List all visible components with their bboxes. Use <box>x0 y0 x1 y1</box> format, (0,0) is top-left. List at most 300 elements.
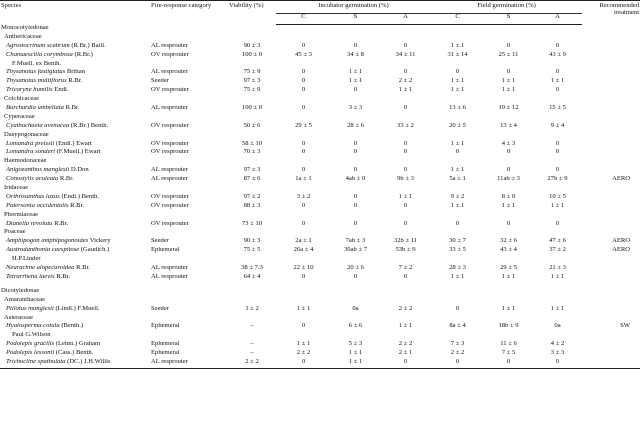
fire-response-cell: AL resprouter <box>150 359 228 368</box>
incubator-s-cell: 1 ± 1 <box>331 359 380 368</box>
header-field: Field germination (%) <box>431 1 582 14</box>
fire-response-cell: AL resprouter <box>151 273 188 280</box>
incubator-c-cell: 0 <box>301 220 306 227</box>
species-authority: (Gaudich.) <box>79 247 110 254</box>
treatment-cell: AERO <box>612 247 631 254</box>
fire-response-cell: AL resprouter <box>151 167 188 174</box>
header-sub-c1: C <box>276 14 331 25</box>
species-authority-continued <box>0 61 640 70</box>
species-cell <box>0 43 150 52</box>
field-s-cell: 0 <box>506 220 511 227</box>
viability-cell: 73 ± 10 <box>241 220 263 227</box>
table-row <box>0 78 640 87</box>
field-c-cell: 13 ± 6 <box>449 105 466 112</box>
field-a-cell: 0 <box>555 149 560 156</box>
incubator-c-cell: 2 ± 2 <box>296 350 311 357</box>
family-label: Colchicaceae <box>4 96 40 103</box>
species-cell <box>0 69 150 78</box>
fire-response-cell: Seeder <box>151 78 169 85</box>
field-a-cell: 9 ± 4 <box>550 122 565 129</box>
incubator-a-cell: 2 ± 2 <box>398 305 413 312</box>
fire-response-cell: Ephemeral <box>151 247 180 254</box>
species-name: Amphipogon amphipogonoides <box>6 238 89 245</box>
family-label: Iridaceae <box>4 185 29 192</box>
field-a-cell: 0 <box>555 69 560 76</box>
species-authority: (Lindl.) F.Muell. <box>53 305 100 312</box>
incubator-c-cell: 45 ± 3 <box>295 51 312 58</box>
header-incubator: Incubator germination (%) <box>276 1 431 14</box>
table-row <box>0 176 640 185</box>
treatment-cell <box>582 350 640 359</box>
incubator-a-cell: 0 <box>403 149 408 156</box>
field-s-cell: 1 ± 1 <box>501 202 516 209</box>
species-cell <box>0 306 150 315</box>
species-name: Cyathochaeta avenacea <box>6 122 70 129</box>
treatment-cell <box>582 141 640 150</box>
fire-response-cell: Seeder <box>151 305 169 312</box>
species-name: Hyalosperma cotula <box>6 323 60 330</box>
incubator-a-cell: 33 ± 2 <box>397 122 414 129</box>
header-viability: Viability (%) <box>228 1 276 25</box>
field-s-cell: 11 ± 6 <box>500 341 517 348</box>
incubator-s-cell: 0 <box>353 167 358 174</box>
fire-response-cell: Ephemeral <box>151 350 180 357</box>
table-row <box>0 274 640 283</box>
incubator-c-cell: 0 <box>301 167 306 174</box>
table-row <box>0 350 640 359</box>
incubator-c-cell: 0 <box>301 149 306 156</box>
field-s-cell: 29 ± 5 <box>500 265 517 272</box>
table-row <box>0 247 640 256</box>
field-a-cell: 1 ± 1 <box>550 202 565 209</box>
field-s-cell: 7 ± 5 <box>501 350 516 357</box>
viability-cell: 50 ± 6 <box>243 122 261 129</box>
treatment-cell <box>582 43 640 52</box>
treatment-cell <box>582 105 640 114</box>
viability-cell: 64 ± 4 <box>243 273 261 280</box>
treatment-cell <box>582 306 640 315</box>
species-authority-cont: F.Muell. ex Benth. <box>12 60 62 67</box>
fire-response-cell: OV resprouter <box>151 149 189 156</box>
incubator-a-cell: 0 <box>403 273 408 280</box>
incubator-c-cell: 29 ± 5 <box>295 122 312 129</box>
viability-cell: 75 ± 9 <box>243 69 261 76</box>
incubator-c-cell: 0 <box>301 69 306 76</box>
field-c-cell: 8a ± 4 <box>449 323 466 330</box>
treatment-cell <box>582 274 640 283</box>
family-row <box>0 34 640 43</box>
species-name: Austrodanthonia caespitose <box>6 247 80 254</box>
species-cell <box>0 247 150 256</box>
incubator-c-cell: 3 ± 2 <box>296 193 311 200</box>
viability-cell: 87 ± 6 <box>243 176 261 183</box>
field-s-cell: 13 ± 4 <box>500 122 517 129</box>
incubator-s-cell: 0 <box>353 220 358 227</box>
field-a-cell: 47 ± 6 <box>549 238 566 245</box>
field-a-cell: 1 ± 1 <box>550 78 565 85</box>
incubator-a-cell: 7 ± 2 <box>398 265 413 272</box>
species-name: Neurachne alopecuroidea <box>6 265 75 272</box>
family-label: Phormiaceae <box>4 211 39 218</box>
incubator-s-cell: 0a <box>352 305 359 312</box>
treatment-cell <box>582 149 640 158</box>
viability-cell: 97 ± 3 <box>243 167 261 174</box>
treatment-cell <box>582 265 640 274</box>
family-label: Poaceae <box>4 229 26 236</box>
fire-response-cell: OV resprouter <box>151 87 189 94</box>
header-species: Species <box>0 1 150 25</box>
species-name: Ptilotus manglesii <box>6 305 54 312</box>
fire-response-cell: OV resprouter <box>151 122 189 129</box>
species-cell <box>0 350 150 359</box>
species-authority: (Lehm.) Graham <box>54 341 101 348</box>
treatment-cell <box>582 221 640 230</box>
field-a-cell: 0a <box>554 323 561 330</box>
fire-response-cell: Ephemeral <box>151 341 180 348</box>
species-cell <box>0 359 150 368</box>
incubator-a-cell: 1 ± 1 <box>398 87 413 94</box>
treatment-cell <box>582 87 640 96</box>
treatment-cell <box>582 78 640 87</box>
incubator-a-cell: 0 <box>403 167 408 174</box>
incubator-a-cell: 0 <box>403 105 408 112</box>
table-row <box>0 141 640 150</box>
species-authority-continued <box>0 332 640 341</box>
viability-cell: 58 ± 10 <box>241 140 263 147</box>
incubator-c-cell: 0 <box>301 323 306 330</box>
species-authority-continued <box>0 256 640 265</box>
species-cell <box>0 123 150 132</box>
incubator-c-cell: 0 <box>301 105 306 112</box>
species-authority: (Cass.) Benth. <box>54 350 94 357</box>
incubator-s-cell: 1 ± 1 <box>348 350 363 357</box>
field-c-cell: 28 ± 3 <box>449 265 466 272</box>
species-authority: (Endl.) Benth. <box>59 193 99 200</box>
incubator-c-cell: 22 ± 10 <box>293 265 314 272</box>
species-authority: Vickery <box>88 238 111 245</box>
field-a-cell: 27b ± 9 <box>547 176 568 183</box>
incubator-a-cell: 1 ± 1 <box>398 323 413 330</box>
field-s-cell: 1 ± 1 <box>501 305 516 312</box>
incubator-a-cell: 0 <box>380 359 431 368</box>
field-c-cell: 20 ± 5 <box>449 122 466 129</box>
incubator-s-cell: 0 <box>353 87 358 94</box>
incubator-a-cell: 0 <box>403 69 408 76</box>
species-cell <box>0 105 150 114</box>
viability-cell: 2 ± 2 <box>228 359 276 368</box>
field-s-cell: 0 <box>506 69 511 76</box>
species-cell <box>0 141 150 150</box>
incubator-c-cell: 0 <box>301 273 306 280</box>
treatment-cell <box>582 52 640 61</box>
incubator-a-cell: 1 ± 1 <box>398 193 413 200</box>
incubator-a-cell: 0 <box>403 42 408 49</box>
incubator-s-cell: 0 <box>353 273 358 280</box>
treatment-cell <box>582 123 640 132</box>
viability-cell: 90 ± 3 <box>243 238 261 245</box>
incubator-s-cell: 0 <box>353 202 358 209</box>
species-authority: D.Don <box>69 167 89 174</box>
field-a-cell: 0 <box>555 87 560 94</box>
field-s-cell: 1 ± 1 <box>501 87 516 94</box>
fire-response-cell: AL resprouter <box>151 265 188 272</box>
header-sub-s2: S <box>484 14 533 25</box>
species-name: Conostylis aculeata <box>6 176 59 183</box>
viability-cell: 100 ± 0 <box>241 105 263 112</box>
incubator-s-cell: 3 ± 3 <box>348 105 363 112</box>
species-cell <box>0 194 150 203</box>
fire-response-cell: AL resprouter <box>151 176 188 183</box>
field-s-cell: 8 ± 0 <box>501 193 516 200</box>
field-c-cell: 1 ± 1 <box>450 202 465 209</box>
incubator-a-cell: 53b ± 9 <box>395 247 416 254</box>
fire-response-cell: OV resprouter <box>151 140 189 147</box>
field-s-cell: 0 <box>506 149 511 156</box>
species-cell <box>0 87 150 96</box>
incubator-c-cell: 0 <box>301 202 306 209</box>
fire-response-cell: OV resprouter <box>151 220 189 227</box>
table-row <box>0 105 640 114</box>
species-authority: R.Br. <box>52 220 69 227</box>
field-s-cell: 0 <box>506 42 511 49</box>
species-cell <box>0 167 150 176</box>
table-row <box>0 265 640 274</box>
family-row <box>0 229 640 238</box>
field-s-cell: 25 ± 11 <box>498 51 519 58</box>
family-row <box>0 114 640 123</box>
incubator-s-cell: 1 ± 1 <box>348 78 363 85</box>
family-label: Dasypogonaceae <box>4 131 49 138</box>
header-fire-response: Fire-response category <box>150 1 228 25</box>
species-authority: (Benth.) <box>59 323 84 330</box>
species-name: Anigozanthos manglesii <box>6 167 70 174</box>
field-s-cell: 18b ± 9 <box>498 323 519 330</box>
incubator-a-cell: 2 ± 2 <box>398 341 413 348</box>
field-a-cell: 4 ± 2 <box>550 341 565 348</box>
header-sub-s1: S <box>331 14 380 25</box>
field-s-cell: 11ab ± 3 <box>497 176 520 183</box>
treatment-cell <box>582 194 640 203</box>
fire-response-cell: Ephemeral <box>151 323 180 330</box>
treatment-cell: AERO <box>612 176 631 183</box>
incubator-a-cell: 32b ± 11 <box>393 238 418 245</box>
species-authority: (F.Muell.) Ewart <box>54 149 101 156</box>
viability-cell: – <box>250 323 254 330</box>
species-authority-cont: Paul G.Wilson <box>12 332 51 339</box>
header-sub-a1: A <box>380 14 431 25</box>
fire-response-cell: AL resprouter <box>151 42 188 49</box>
family-row <box>0 185 640 194</box>
family-label: Cyperaceae <box>4 113 35 120</box>
treatment-cell: AERO <box>612 238 631 245</box>
family-row <box>0 212 640 221</box>
field-a-cell: 1 ± 1 <box>550 305 565 312</box>
species-cell <box>0 52 150 61</box>
field-a-cell: 3 ± 3 <box>550 350 565 357</box>
field-a-cell: 21 ± 3 <box>549 265 566 272</box>
fire-response-cell: Seeder <box>151 238 169 245</box>
table-row <box>0 149 640 158</box>
field-c-cell: 30 ± 7 <box>449 238 466 245</box>
field-a-cell: 0 <box>555 167 560 174</box>
viability-cell: 38 ± 7.3 <box>241 265 263 272</box>
fire-response-cell: OV resprouter <box>151 202 189 209</box>
species-name: Trichocline spathulata <box>6 358 66 365</box>
incubator-c-cell: 1 ± 1 <box>296 305 311 312</box>
field-s-cell: 1 ± 1 <box>501 273 516 280</box>
table-row <box>0 323 640 332</box>
table-row <box>0 194 640 203</box>
species-cell <box>0 341 150 350</box>
incubator-a-cell: 34 ± 11 <box>395 51 416 58</box>
incubator-c-cell: 1 ± 1 <box>296 341 311 348</box>
field-c-cell: 1 ± 1 <box>450 140 465 147</box>
field-c-cell: 5a ± 1 <box>449 176 466 183</box>
species-name: Lomandra sonderi <box>6 149 55 156</box>
species-name: Burchardia umbellata <box>6 105 64 112</box>
species-authority: (R.Br.) Benth. <box>69 122 109 129</box>
species-cell <box>0 238 150 247</box>
incubator-a-cell: 0 <box>403 140 408 147</box>
species-name: Chamaescilla corymbosa <box>6 51 73 58</box>
table-row <box>0 221 640 230</box>
treatment-cell: SW <box>620 323 631 330</box>
species-name: Patersonia occidentalis <box>6 202 69 209</box>
viability-cell: 75 ± 5 <box>243 247 261 254</box>
field-c-cell: 1 ± 1 <box>450 167 465 174</box>
family-row <box>0 132 640 141</box>
incubator-c-cell: 0 <box>276 359 331 368</box>
incubator-s-cell: 0 <box>353 193 358 200</box>
header-sub-c2: C <box>431 14 484 25</box>
species-authority: R.Br. <box>68 202 85 209</box>
field-s-cell: 1 ± 1 <box>501 78 516 85</box>
species-cell <box>0 78 150 87</box>
table-body <box>0 25 640 369</box>
field-a-cell: 0 <box>555 220 560 227</box>
incubator-s-cell: 30ab ± 7 <box>343 247 368 254</box>
field-a-cell: 37 ± 2 <box>549 247 566 254</box>
field-a-cell: 0 <box>555 140 560 147</box>
incubator-s-cell: 20 ± 6 <box>347 265 364 272</box>
incubator-s-cell: 0 <box>353 140 358 147</box>
field-c-cell: 0 <box>455 220 460 227</box>
field-s-cell: 4 ± 3 <box>501 140 516 147</box>
table-row <box>0 203 640 212</box>
table-row <box>0 87 640 96</box>
species-authority: Endl. <box>52 87 69 94</box>
viability-cell: – <box>250 350 254 357</box>
incubator-s-cell: 7ab ± 3 <box>345 238 366 245</box>
incubator-a-cell: 0 <box>403 202 408 209</box>
species-cell <box>0 221 150 230</box>
species-cell <box>0 274 150 283</box>
incubator-a-cell: 2 ± 2 <box>398 78 413 85</box>
field-s-cell: 43 ± 4 <box>500 247 517 254</box>
incubator-a-cell: 9b ± 3 <box>397 176 414 183</box>
incubator-c-cell: 0 <box>301 87 306 94</box>
incubator-a-cell: 2 ± 1 <box>398 350 413 357</box>
field-c-cell: 33 ± 5 <box>449 247 466 254</box>
species-cell <box>0 203 150 212</box>
fire-response-cell: OV resprouter <box>151 51 189 58</box>
field-a-cell: 0 <box>555 42 560 49</box>
table-row <box>0 359 640 368</box>
table-row <box>0 43 640 52</box>
species-name: Dianella revoluta <box>6 220 53 227</box>
species-authority: (Endl.) Ewart <box>54 140 92 147</box>
species-authority: (R.Br.) <box>72 51 93 58</box>
species-authority: R.Br. <box>58 176 74 183</box>
field-c-cell: 7 ± 3 <box>450 341 465 348</box>
family-row <box>0 297 640 306</box>
field-c-cell: 0 <box>455 305 460 312</box>
viability-cell: – <box>250 341 254 348</box>
species-name: Tetrarrhena laevis <box>6 273 55 280</box>
treatment-cell <box>582 341 640 350</box>
species-name: Agrostocrinum scabrum <box>6 42 70 49</box>
species-name: Podolepis lessonii <box>6 350 55 357</box>
incubator-s-cell: 34 ± 8 <box>347 51 364 58</box>
species-name: Podolepis gracilis <box>6 341 55 348</box>
header-sub-a2: A <box>533 14 582 25</box>
table-row <box>0 123 640 132</box>
viability-cell: 100 ± 0 <box>241 51 263 58</box>
viability-cell: 97 ± 3 <box>243 78 261 85</box>
field-c-cell: 1 ± 1 <box>450 78 465 85</box>
incubator-s-cell: 6 ± 6 <box>348 323 363 330</box>
incubator-s-cell: 1 ± 1 <box>348 69 363 76</box>
field-c-cell: 31 ± 14 <box>447 51 468 58</box>
family-label: Amaranthaceae <box>4 296 45 303</box>
incubator-c-cell: 2a ± 1 <box>295 238 312 245</box>
family-label: Asteraceae <box>4 314 33 321</box>
viability-cell: 75 ± 9 <box>243 87 261 94</box>
field-c-cell: 1 ± 1 <box>450 87 465 94</box>
field-c-cell: 9 ± 2 <box>450 193 465 200</box>
treatment-cell <box>582 167 640 176</box>
species-cell <box>0 176 150 185</box>
species-authority: (DC.) J.H.Willis <box>65 358 111 365</box>
field-a-cell: 0 <box>533 359 582 368</box>
fire-response-cell: AL resprouter <box>151 69 188 76</box>
class-row <box>0 25 640 34</box>
incubator-s-cell: 28 ± 6 <box>347 122 364 129</box>
species-name: Orthrosanthus laxus <box>6 193 60 200</box>
field-a-cell: 1 ± 1 <box>550 273 565 280</box>
field-c-cell: 0 <box>431 359 484 368</box>
species-name: Thysanotus fastigiatus <box>6 69 66 76</box>
species-authority: (R.Br.) Baill. <box>69 42 106 49</box>
field-s-cell: 32 ± 6 <box>500 238 517 245</box>
field-c-cell: 1 ± 1 <box>450 273 465 280</box>
incubator-s-cell: 5 ± 3 <box>348 341 363 348</box>
fire-response-cell: AL resprouter <box>151 105 188 112</box>
species-cell <box>0 149 150 158</box>
species-authority: Brittan <box>65 69 86 76</box>
species-authority: R.Br. <box>63 105 80 112</box>
family-row <box>0 158 640 167</box>
table-row <box>0 238 640 247</box>
header-treatment: Recommended treatment <box>582 1 640 25</box>
species-authority: R.Br. <box>54 273 71 280</box>
incubator-s-cell: 4ab ± 0 <box>345 176 366 183</box>
viability-cell: 97 ± 2 <box>243 193 261 200</box>
species-authority: R.Br. <box>66 78 83 85</box>
family-label: Haemodoraceae <box>4 158 47 165</box>
family-row <box>0 96 640 105</box>
field-a-cell: 15 ± 5 <box>549 105 566 112</box>
